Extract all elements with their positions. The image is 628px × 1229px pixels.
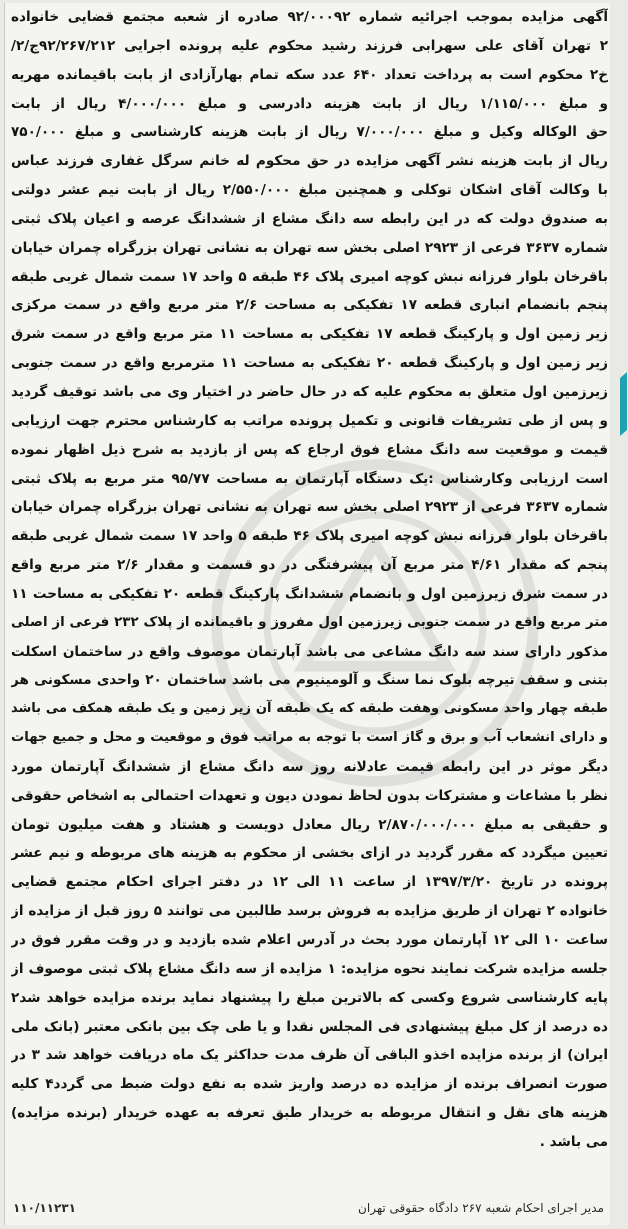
notice-line: باقرخان بلوار فرزانه نبش کوچه امیری پلاک ۴۶ طبقه ۵ واحد ۱۷ سمت شمال غربی طبقه [11,528,608,545]
notice-line: آگهی مزایده بموجب اجرائیه شماره ۹۲/۰۰۰۹۲ صادره از شعبه مجتمع قضایی خانواده [11,9,608,25]
auction-notice-text [11,3,608,1157]
notice-line: و دارای انشعاب آب و برق و گاز است با توجه به مراتب فوق و موقعیت و محل و جمیع جهات [11,730,608,746]
notice-line: می باشد . [539,1133,608,1150]
notice-line: زیرزمین اول متعلق به محکوم علیه که در حال حاضر در اختیار وی می باشد توقیف گردید [11,383,608,400]
notice-line: پرونده در تاریخ ۱۳۹۷/۳/۲۰ از ساعت ۱۱ الی ۱۲ در دفتر اجرای احکام مجتمع قضایی [11,874,608,891]
notice-line: و پس از طی تشریفات قانونی و تکمیل پرونده مراتب به کارشناس محترم جهت ارزیابی [11,412,608,429]
notice-line: در سمت شرق زیرزمین اول و بانضمام ششدانگ پارکینگ قطعه ۲۰ تفکیکی به مساحت ۱۱ [11,585,608,602]
notice-line: ده درصد از کل مبلغ پیشنهادی فی المجلس نقدا و یا طی چک بین بانکی معتبر (بانک ملی [11,1018,608,1035]
notice-line: طبقه چهار واحد مسکونی وهفت طبقه که یک طبقه آن زیر زمین و یک طبقه همکف می باشد [11,701,608,717]
notice-line: پنجم بانضمام انباری قطعه ۱۷ تفکیکی به مساحت ۲/۶ متر مربع واقع در سمت مرکزی [11,297,608,314]
notice-line: ساعت ۱۰ الی ۱۲ آپارتمان مورد بحث در آدرس اعلام شده بازدید و در وقت مقرر فوق در [11,932,608,948]
notice-line: صورت انصراف برنده از مزایده ده درصد واریز شده به نفع دولت ضبط می گردد۴ کلیه [11,1076,608,1093]
edge-marker-icon [616,370,628,440]
notice-line: ایران) از برنده مزایده اخذو الباقی آن ظرف مدت حداکثر یک ماه دریافت خواهد شد ۳ در [11,1047,608,1064]
notice-line: جلسه مزایده شرکت نمایند نحوه مزایده: ۱ مزایده از سه دانگ مشاع پلاک ثبتی موصوف از [11,960,608,977]
notice-line: و مبلغ ۱/۱۱۵/۰۰۰ ریال از بابت هزینه دادرسی و مبلغ ۴/۰۰۰/۰۰۰ ریال از بابت [11,95,608,112]
notice-line: ریال از بابت هزینه نشر آگهی مزایده در حق محکوم له خانم سرگل غفاری فرزند عباس [11,153,608,170]
notice-line: و حقیقی به مبلغ ۲/۸۷۰/۰۰۰/۰۰۰ ریال معادل دویست و هشتاد و هفت میلیون تومان [11,816,608,833]
notice-line: شماره ۳۶۳۷ فرعی از ۲۹۲۳ اصلی بخش سه تهران به نشانی تهران بزرگراه چمران خیابان [11,499,608,516]
notice-line: هزینه های نقل و انتقال مربوطه به خریدار طبق تعرفه به عهده خریدار (برنده مزایده) [11,1105,608,1122]
notice-line: پایه کارشناسی شروع وکسی که بالاترین مبلغ را پیشنهاد نماید برنده مزایده خواهد شد۲ [11,989,608,1006]
notice-line: به صندوق دولت که در این رابطه سه دانگ مشاع از ششدانگ عرصه و اعیان پلاک ثبتی [11,210,608,227]
notice-line: شماره ۳۶۳۷ فرعی از ۲۹۲۳ اصلی بخش سه تهران به نشانی تهران بزرگراه چمران خیابان [11,239,608,256]
notice-line: حق الوکاله وکیل و مبلغ ۷/۰۰۰/۰۰۰ ریال از بابت هزینه کارشناسی و مبلغ ۷۵۰/۰۰۰ [11,124,608,141]
notice-line: با وکالت آقای اشکان توکلی و همچنین مبلغ ۲/۵۵۰/۰۰۰ ریال از بابت نیم عشر دولتی [11,182,608,199]
notice-line: قیمت و موقعیت سه دانگ مشاع فوق ارجاع که پس از بازدید به شرح ذیل اظهار نموده [11,441,608,458]
signature-line: مدیر اجرای احکام شعبه ۲۶۷ دادگاه حقوقی تهران [358,1201,604,1215]
notice-line: مذکور دارای سند سه دانگ مشاعی می باشد آپارتمان موصوف واقع در ساختمان اسکلت [11,643,608,660]
notice-code: ۱۱۰/۱۱۲۳۱ [13,1201,76,1215]
notice-line: دیگر موثر در این رابطه قیمت عادلانه روز سه دانگ مشاع از ششدانگ آپارتمان مورد [11,758,608,775]
notice-line: است ارزیابی وکارشناس :یک دستگاه آپارتمان به مساحت ۹۵/۷۷ متر مربع به پلاک ثبتی [11,470,608,487]
notice-line: زیر زمین اول و پارکینگ قطعه ۱۷ تفکیکی به مساحت ۱۱ متر مربع واقع در سمت شرق [11,326,608,343]
notice-line: تعیین میگردد که مقرر گردید در ازای بخشی از محکوم به هزینه های مربوطه و نیم عشر [11,845,608,862]
notice-line: نظر با مشاعات و مشترکات بدون لحاظ نمودن دیون و تعهدات احتمالی به اشخاص حقوقی [11,787,608,804]
notice-line: بتنی و سقف تیرچه بلوک نما سنگ و آلومینیوم می باشد ساختمان ۲۰ واحدی مسکونی هر [11,672,608,689]
notice-line: خانواده ۲ تهران از طریق مزایده به فروش برسد طالبین می توانند ۵ روز قبل از مزایده از [11,903,608,920]
notice-line: خ۲ محکوم است به پرداخت تعداد ۶۴۰ عدد سکه تمام بهارآزادی از بابت باقیمانده مهریه [11,66,608,83]
notice-footer [13,1197,604,1219]
newspaper-clipping [4,3,610,1225]
notice-line: پنجم که مقدار ۴/۶۱ متر مربع آن پیشرفتگی در دو قسمت و مقدار ۲/۶ متر مربع واقع [11,557,608,574]
notice-line: زیر زمین اول و پارکینگ قطعه ۲۰ تفکیکی به مساحت ۱۱ مترمربع واقع در سمت جنوبی [11,355,608,372]
notice-line: ۲ تهران آقای علی سهرابی فرزند رشید محکوم علیه پرونده اجرایی ۹۲/۲۶۷/۲۱۲ج/۲/ [11,37,608,54]
notice-line: باقرخان بلوار فرزانه نبش کوچه امیری پلاک ۴۶ طبقه ۵ واحد ۱۷ سمت شمال غربی طبقه [11,268,608,285]
notice-line: متر مربع واقع در سمت جنوبی زیرزمین اول مفروز و باقیمانده از پلاک ۲۳۲ فرعی از اصلی [11,614,608,630]
